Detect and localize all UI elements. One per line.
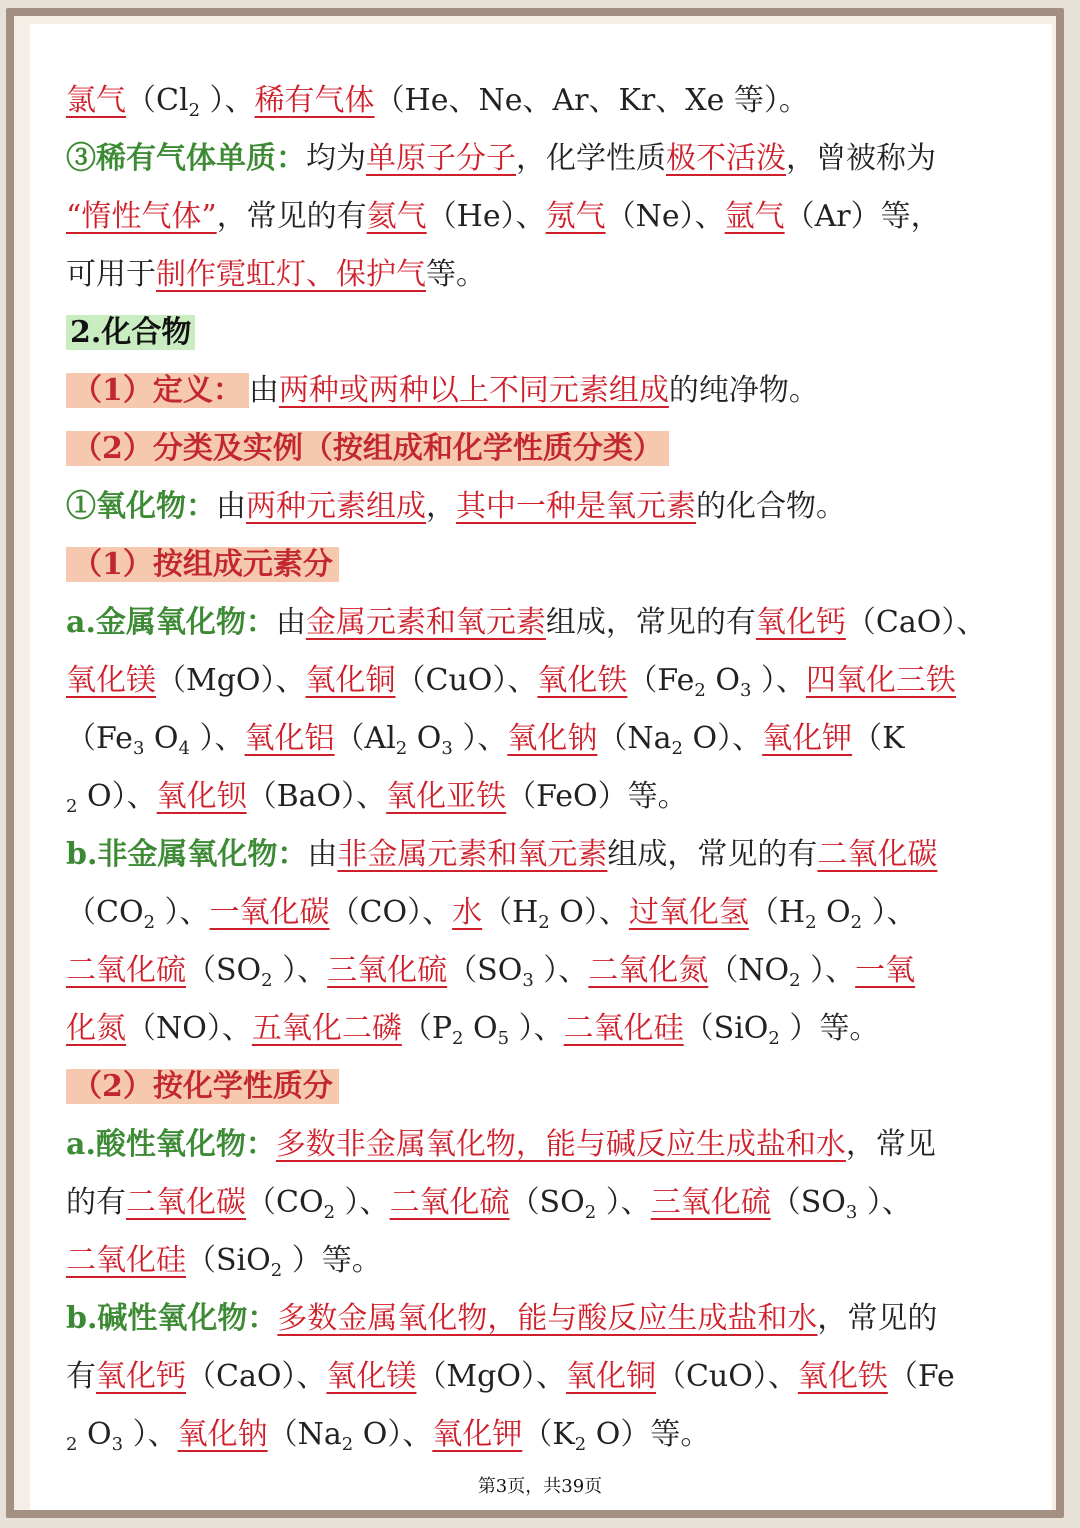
answer-text: 氧化钾 (432, 1417, 523, 1452)
body-text: ，常见的 (817, 1301, 938, 1336)
body-text: （SO (770, 1185, 846, 1220)
body-text: ）、 (533, 953, 589, 988)
body-text: （SO (447, 953, 523, 988)
subscript: 2 (261, 970, 273, 991)
body-text: （Na (267, 1417, 342, 1452)
body-text: ，常见 (845, 1127, 936, 1162)
answer-text: 稀有气体 (254, 83, 375, 118)
answer-text: 两种或两种以上不同元素组成 (278, 373, 669, 408)
answer-text: 氧化钙 (96, 1359, 186, 1394)
body-text: （MgO）、 (416, 1359, 566, 1394)
subscript: 2 (768, 1028, 780, 1049)
answer-text: 二氧化硫 (66, 953, 186, 988)
body-text: （NO）、 (126, 1011, 252, 1046)
body-text: （BaO）、 (246, 779, 387, 814)
body-text: 由 (275, 605, 306, 640)
answer-text: 氧化镁 (66, 663, 156, 698)
body-text: 的化合物。 (696, 489, 846, 524)
body-text: ，化学性质 (516, 141, 666, 176)
answer-text: 过氧化氢 (628, 895, 749, 930)
text-line (66, 304, 1018, 362)
body-text: O）、 (682, 721, 763, 756)
answer-text: 氧化钠 (507, 721, 598, 756)
body-text: ）、 (800, 953, 856, 988)
body-text: （K (852, 721, 905, 756)
answer-text: 其中一种是氧元素 (456, 489, 696, 524)
answer-text: 单原子分子 (366, 141, 516, 176)
body-text: （H (482, 895, 539, 930)
body-text: （SO (186, 953, 262, 988)
body-text: （CO (246, 1185, 324, 1220)
subscript: 2 (671, 738, 683, 759)
body-text: （CuO）、 (395, 663, 538, 698)
text-line (66, 768, 1018, 826)
text-line (66, 942, 1018, 1000)
body-text: （Cl (126, 83, 189, 118)
answer-text: 氖气 (545, 199, 606, 234)
answer-text: 氧化铜 (305, 663, 396, 698)
answer-text: 多数金属氧化物，能与酸反应生成盐和水 (277, 1301, 818, 1336)
subscript: 3 (845, 1202, 858, 1223)
body-text: ）、 (751, 663, 806, 698)
subscript: 2 (805, 912, 817, 933)
body-text: 可用于 (66, 257, 156, 292)
answer-text: 氧化铁 (537, 663, 628, 698)
answer-text: 氧化亚铁 (386, 779, 507, 814)
body-text: ，常见的有 (216, 199, 367, 234)
subscript: 2 (188, 100, 201, 121)
body-text: （Fe (66, 721, 133, 756)
answer-text: 一氧 (855, 953, 916, 988)
body-text: O (144, 721, 179, 756)
answer-text: 氧化镁 (326, 1359, 417, 1394)
subscript: 2 (694, 680, 706, 701)
item-label: ③稀有气体单质： (66, 141, 306, 176)
body-text: O）、 (549, 895, 629, 930)
body-text: ）、 (272, 953, 328, 988)
page-footer: 第3页，共39页 (477, 1476, 603, 1497)
answer-text: 化氮 (66, 1011, 126, 1046)
item-label: a.酸性氧化物： (66, 1127, 276, 1162)
body-text: ）、 (155, 895, 210, 930)
body-text: ，曾被称为 (786, 141, 936, 176)
answer-text: 氯气 (66, 83, 126, 118)
subscript: 2 (66, 796, 78, 817)
body-text: （CO (66, 895, 144, 930)
answer-text: 氦气 (366, 199, 427, 234)
body-text: （Na (597, 721, 672, 756)
subscript: 5 (497, 1028, 510, 1049)
answer-text: 三氧化硫 (650, 1185, 771, 1220)
subscript: 2 (538, 912, 550, 933)
body-text: （He）、 (426, 199, 546, 234)
answer-text: 氧化钙 (755, 605, 846, 640)
text-line (66, 884, 1018, 942)
body-text: 的纯净物。 (668, 373, 819, 408)
body-text: 由 (307, 837, 338, 872)
body-text: ）等。 (779, 1011, 880, 1046)
text-line (66, 130, 1018, 188)
answer-text: 二氧化硅 (563, 1011, 684, 1046)
subsection-heading: （1）定义： (66, 373, 249, 408)
body-text: （FeO）等。 (506, 779, 688, 814)
body-text: 有 (66, 1359, 96, 1394)
answer-text: 氧化铜 (565, 1359, 656, 1394)
body-text: （He、Ne、Ar、Kr、Xe 等）。 (374, 83, 809, 118)
body-text: 的有 (66, 1185, 126, 1220)
text-line (66, 246, 1018, 304)
body-text: 组成，常见的有 (545, 605, 756, 640)
answer-text: “惰性气体” (66, 199, 217, 234)
item-label: ①氧化物： (66, 489, 216, 524)
body-text: ）、 (200, 83, 255, 118)
body-text: O (463, 1011, 498, 1046)
body-text: （SiO (186, 1243, 271, 1278)
answer-text: 一氧化碳 (209, 895, 330, 930)
text-line (66, 536, 1018, 594)
answer-text: 二氧化碳 (126, 1185, 246, 1220)
document-body (66, 72, 1018, 1464)
body-text: （Fe (627, 663, 695, 698)
subscript: 3 (739, 680, 752, 701)
subscript: 2 (323, 1202, 336, 1223)
text-line (66, 420, 1018, 478)
text-line (66, 188, 1018, 246)
subscript: 2 (584, 1202, 597, 1223)
body-text: O (816, 895, 851, 930)
body-text: （SiO (683, 1011, 769, 1046)
body-text: （MgO）、 (156, 663, 306, 698)
body-text: （CO）、 (329, 895, 453, 930)
body-text: （Ne）、 (605, 199, 725, 234)
answer-text: 二氧化硅 (66, 1243, 186, 1278)
subscript: 2 (789, 970, 801, 991)
body-text: 均为 (306, 141, 366, 176)
item-label: b.碱性氧化物： (66, 1301, 278, 1336)
subscript: 2 (850, 912, 863, 933)
answer-text: 二氧化硫 (389, 1185, 510, 1220)
answer-text: 五氧化二磷 (251, 1011, 402, 1046)
subscript: 3 (522, 970, 534, 991)
body-text: （CuO）、 (655, 1359, 798, 1394)
body-text: ）等。 (282, 1243, 382, 1278)
subscript: 2 (66, 1434, 78, 1455)
body-text: ）、 (857, 1185, 912, 1220)
section-heading: 2.化合物 (66, 315, 195, 350)
body-text: （CaO）、 (186, 1359, 327, 1394)
body-text: ）、 (189, 721, 245, 756)
body-text: O (705, 663, 740, 698)
body-text: ， (426, 489, 456, 524)
text-line (66, 1232, 1018, 1290)
answer-text: 氧化钡 (156, 779, 247, 814)
answer-text: 两种元素组成 (246, 489, 426, 524)
body-text: （Fe (887, 1359, 955, 1394)
answer-text: 氧化铝 (244, 721, 335, 756)
answer-text: 金属元素和氧元素 (305, 605, 546, 640)
body-text: O (77, 1417, 112, 1452)
subscript: 2 (341, 1434, 354, 1455)
answer-text: 水 (452, 895, 483, 930)
subsection-heading: （2）分类及实例（按组成和化学性质分类） (66, 431, 669, 466)
answer-text: 多数非金属氧化物，能与碱反应生成盐和水 (275, 1127, 846, 1162)
answer-text: 氧化钠 (177, 1417, 268, 1452)
answer-text: 极不活泼 (666, 141, 786, 176)
subsection-heading: （2）按化学性质分 (66, 1069, 339, 1104)
body-text: （Ar）等， (784, 199, 941, 234)
subscript: 2 (143, 912, 156, 933)
answer-text: 氩气 (724, 199, 785, 234)
body-text: 由 (248, 373, 279, 408)
text-line (66, 1000, 1018, 1058)
subscript: 3 (111, 1434, 124, 1455)
text-line (66, 594, 1018, 652)
text-line (66, 1348, 1018, 1406)
body-text: O）、 (77, 779, 157, 814)
subsection-heading: （1）按组成元素分 (66, 547, 339, 582)
text-line (66, 826, 1018, 884)
text-line (66, 1406, 1018, 1464)
subscript: 3 (132, 738, 145, 759)
text-line (66, 1290, 1018, 1348)
text-line (66, 362, 1018, 420)
body-text: 组成，常见的有 (607, 837, 818, 872)
text-line (66, 1116, 1018, 1174)
body-text: （K (522, 1417, 575, 1452)
body-text: （H (748, 895, 806, 930)
answer-text: 氧化铁 (797, 1359, 888, 1394)
body-text: 等。 (426, 257, 486, 292)
body-text: ）、 (596, 1185, 651, 1220)
body-text: 由 (216, 489, 246, 524)
body-text: ）、 (452, 721, 508, 756)
body-text: （P (401, 1011, 453, 1046)
answer-text: 非金属元素和氧元素 (337, 837, 608, 872)
body-text: （NO (708, 953, 790, 988)
answer-text: 二氧化碳 (817, 837, 938, 872)
text-line (66, 478, 1018, 536)
text-line (66, 1174, 1018, 1232)
body-text: O (407, 721, 442, 756)
body-text: ）、 (335, 1185, 390, 1220)
body-text: O）等。 (586, 1417, 711, 1452)
body-text: （Al (334, 721, 396, 756)
item-label: a.金属氧化物： (66, 605, 276, 640)
body-text: ）、 (862, 895, 917, 930)
answer-text: 三氧化硫 (327, 953, 448, 988)
text-line (66, 710, 1018, 768)
subscript: 2 (270, 1260, 283, 1281)
body-text: （SO (509, 1185, 585, 1220)
body-text: ）、 (509, 1011, 564, 1046)
subscript: 2 (452, 1028, 464, 1049)
body-text: O）、 (353, 1417, 433, 1452)
subscript: 2 (574, 1434, 587, 1455)
answer-text: 制作霓虹灯、保护气 (156, 257, 426, 292)
item-label: b.非金属氧化物： (66, 837, 308, 872)
subscript: 4 (178, 738, 190, 759)
subscript: 2 (395, 738, 408, 759)
body-text: ）、 (123, 1417, 178, 1452)
text-line (66, 1058, 1018, 1116)
answer-text: 四氧化三铁 (805, 663, 956, 698)
text-line (66, 72, 1018, 130)
answer-text: 二氧化氮 (588, 953, 709, 988)
answer-text: 氧化钾 (762, 721, 853, 756)
subscript: 3 (441, 738, 453, 759)
body-text: （CaO）、 (845, 605, 987, 640)
text-line (66, 652, 1018, 710)
